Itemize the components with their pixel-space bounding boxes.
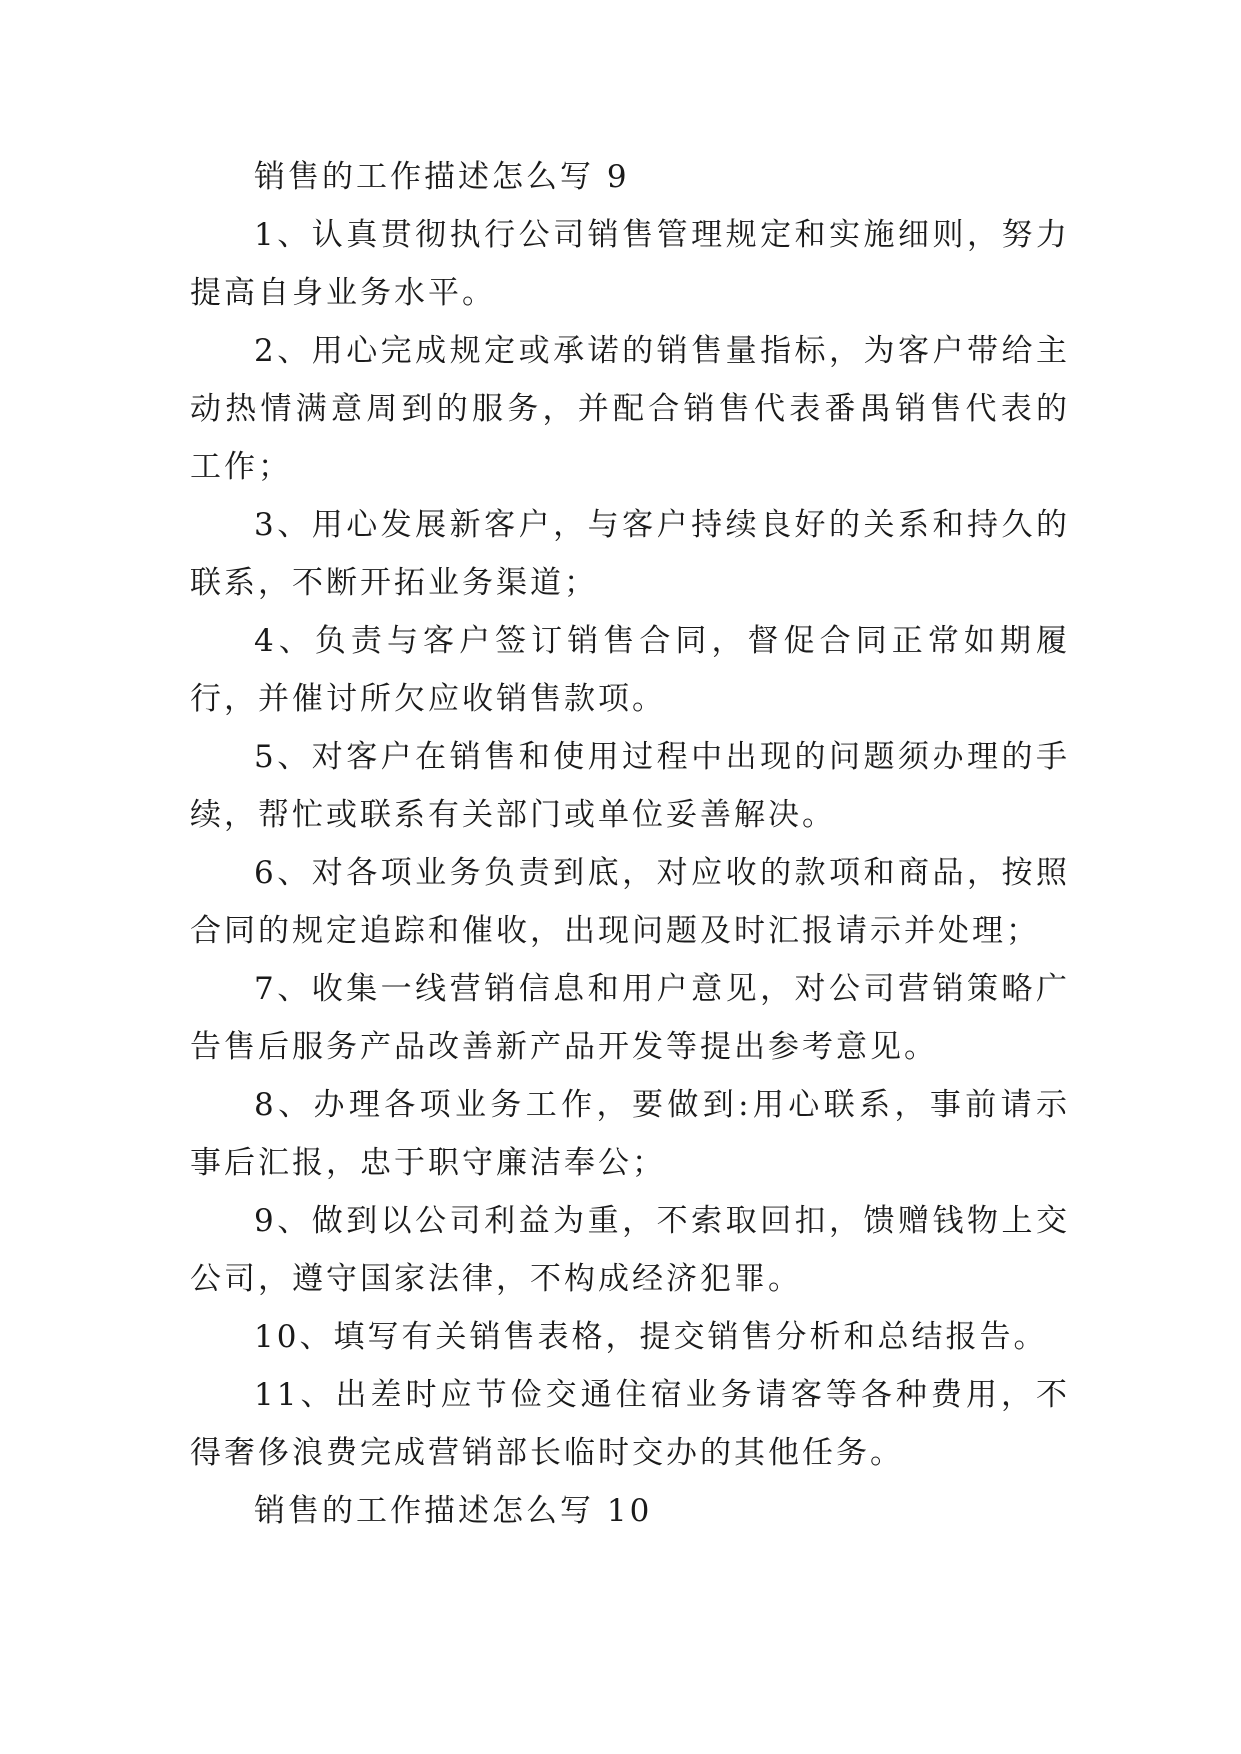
- list-item-6: 6、对各项业务负责到底，对应收的款项和商品，按照合同的规定追踪和催收，出现问题及时汇报请示并处理；: [190, 855, 1070, 949]
- document-body: [190, 148, 1070, 1540]
- section-heading-10: 销售的工作描述怎么写 10: [254, 1493, 653, 1529]
- list-item-4: 4、负责与客户签订销售合同，督促合同正常如期履行，并催讨所欠应收销售款项。: [190, 623, 1070, 717]
- list-item-2: 2、用心完成规定或承诺的销售量指标，为客户带给主动热情满意周到的服务，并配合销售代表番禺销售代表的工作；: [190, 333, 1070, 485]
- list-item-11: 11、出差时应节俭交通住宿业务请客等各种费用，不得奢侈浪费完成营销部长临时交办的其他任务。: [190, 1377, 1070, 1471]
- list-item-7: 7、收集一线营销信息和用户意见，对公司营销策略广告售后服务产品改善新产品开发等提出参考意见。: [190, 971, 1070, 1065]
- list-item-8: 8、办理各项业务工作，要做到:用心联系，事前请示事后汇报，忠于职守廉洁奉公；: [190, 1087, 1070, 1181]
- list-item-1: 1、认真贯彻执行公司销售管理规定和实施细则，努力提高自身业务水平。: [190, 217, 1070, 311]
- list-item-3: 3、用心发展新客户，与客户持续良好的关系和持久的联系，不断开拓业务渠道；: [190, 507, 1070, 601]
- list-item-10: 10、填写有关销售表格，提交销售分析和总结报告。: [254, 1319, 1048, 1355]
- list-item-9: 9、做到以公司利益为重，不索取回扣，馈赠钱物上交公司，遵守国家法律，不构成经济犯罪。: [190, 1203, 1070, 1297]
- list-item-5: 5、对客户在销售和使用过程中出现的问题须办理的手续，帮忙或联系有关部门或单位妥善解决。: [190, 739, 1070, 833]
- section-heading-9: 销售的工作描述怎么写 9: [254, 159, 630, 195]
